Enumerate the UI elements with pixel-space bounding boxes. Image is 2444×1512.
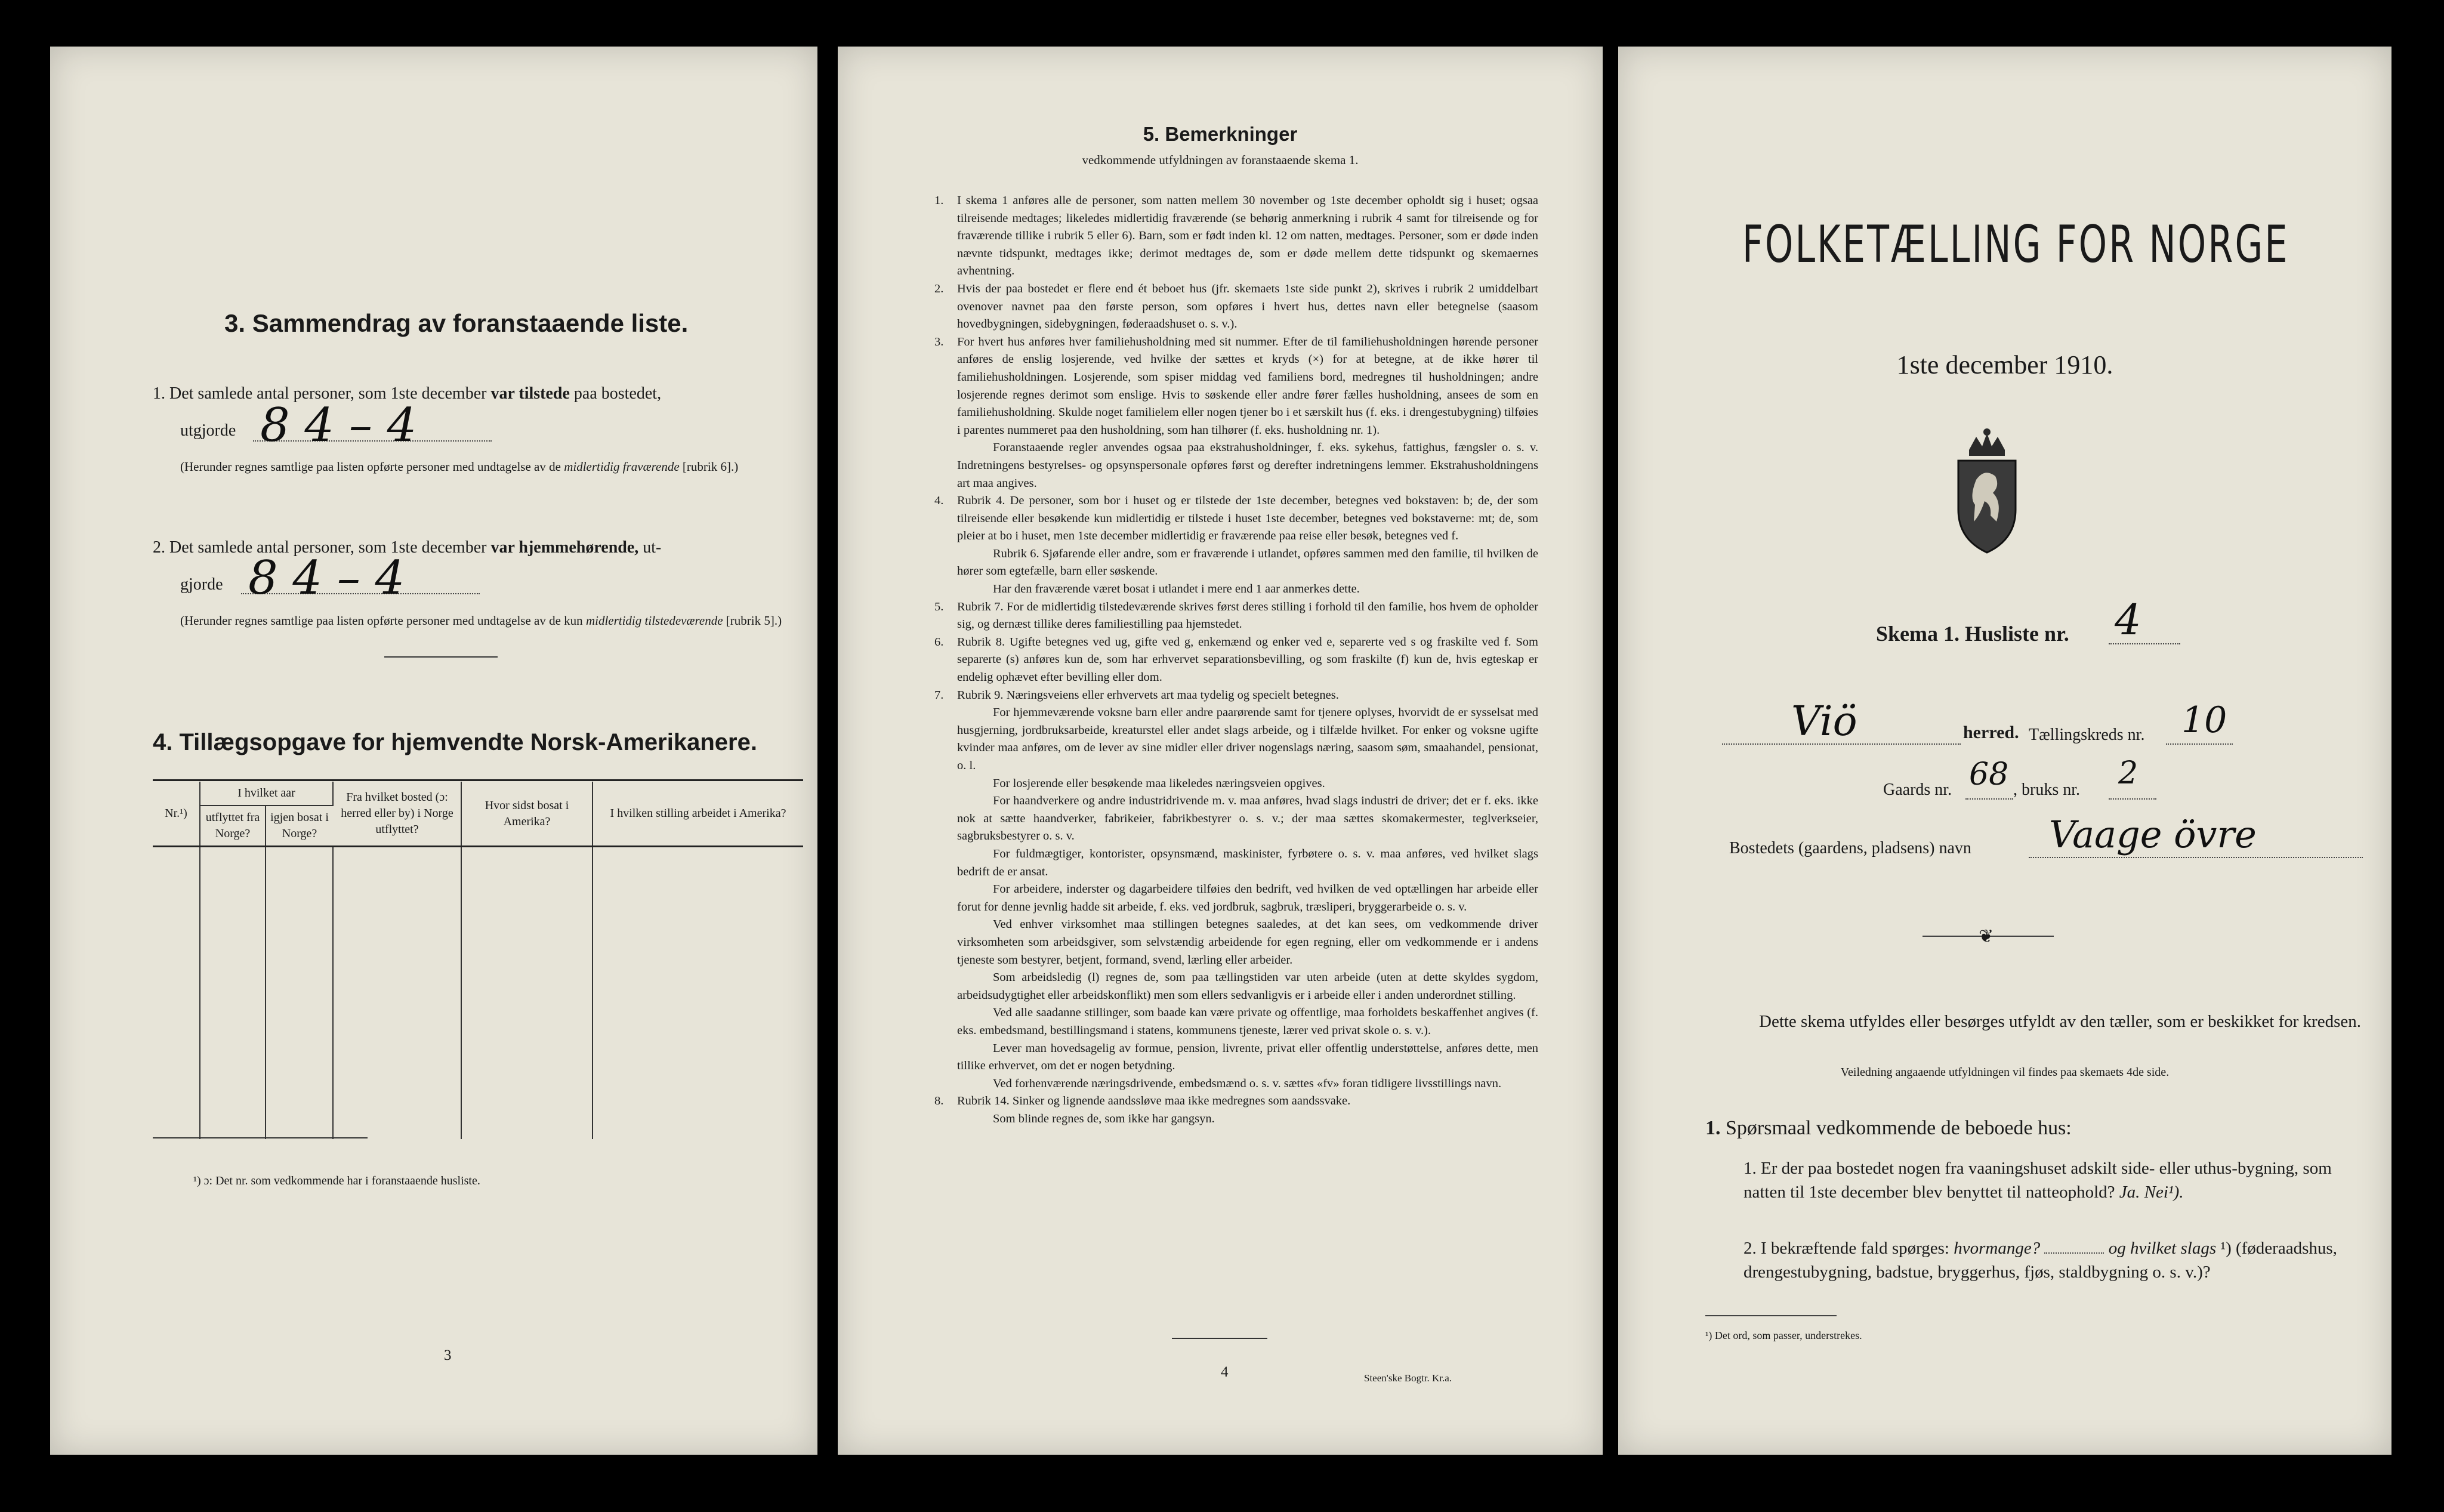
norwegian-lion-coat-of-arms-icon	[1945, 426, 2029, 557]
bosted-handwriting: Vaage övre	[2049, 813, 2257, 856]
remark-8b: Som blinde regnes de, som ikke har gangsyn.	[993, 1112, 1215, 1125]
remark-4b: Rubrik 6. Sjøfarende eller andre, som er fraværende i utlandet, opføres sammen med den familie, til hvilken de hører som egtefælle, barn eller søskende.	[957, 547, 1538, 578]
bosted-line	[2029, 857, 2363, 858]
remark-7j: Ved forhenværende næringsdrivende, embedsmænd o. s. v. sættes «fv» foran tidligere livsstillings navn.	[993, 1076, 1502, 1090]
gaards-handwriting: 68	[1969, 757, 2009, 792]
kreds-line	[2166, 743, 2233, 745]
table-row	[153, 1114, 803, 1139]
col-utflyttet: utflyttet fra Norge?	[200, 806, 266, 847]
remark-1: 1. I skema 1 anføres alle de personer, som natten mellem 30 november og 1ste december opholdt sig i huset; ogsaa tilreisende medtages; likeledes midlertidig fraværende (se behørig anmerkning i rubrik 4 samt for tilreisende og for fraværende tillike i rubrik 5 eller 6). Barn, som er født inden kl. 12 om natten, medtages. Personer, som er døde inden nævnte tidspunkt, medtages ikke; derimot medtages de, som er døde mellem dette tidspunkt og skemaernes avhentning.	[934, 194, 1538, 278]
herred-handwriting: Viö	[1791, 698, 1857, 745]
page1-footnote: ¹) Det ord, som passer, understrekes.	[1705, 1329, 1862, 1341]
page-4	[838, 47, 1603, 1455]
table-row	[153, 849, 803, 893]
table-row	[153, 1026, 803, 1070]
col-nr: Nr.¹)	[153, 782, 200, 847]
remark-8: 8. Rubrik 14. Sinker og lignende aandssløve maa ikke medregnes som aandssvake.	[934, 1094, 1351, 1108]
remark-7i: Lever man hovedsagelig av formue, pension, livrente, privat eller offentlig understøttelse, anføres dette, men tillike erhvervet, om det er nogen betydning.	[957, 1041, 1538, 1073]
utgjorde-label-2: gjorde	[180, 575, 223, 594]
remark-2: 2. Hvis der paa bostedet er flere end ét beboet hus (jfr. skemaets 1ste side punkt 2), skrives i rubrik 2 umiddelbart ovenover navnet paa den første person, som opføres i hvert hus, dettes navn eller betegnelse (saasom hovedbygningen, sidebygningen, føderaadshuset o. s. v.).	[934, 282, 1538, 331]
table-row	[153, 1070, 803, 1114]
col-fra-bosted: Fra hvilket bosted (ɔ: herred eller by) i Norge utflyttet?	[333, 782, 461, 847]
divider	[1172, 1338, 1267, 1339]
page-number-3: 3	[444, 1347, 452, 1363]
remark-7c: For haandverkere og andre industridrivende m. v. maa anføres, hvad slags industri de driver; det er f. eks. ikke nok at sætte haandverker, fabrikeier, fabrikbestyrer o. s. v.; der maa sættes skomakermester, teglverkseier, sagbruksbestyrer o. s. v.	[957, 794, 1538, 843]
husliste-nr-handwriting: 4	[2115, 595, 2141, 644]
bruks-handwriting: 2	[2118, 755, 2138, 791]
veiledning-note: Veiledning angaaende utfyldningen vil findes paa skemaets 4de side.	[1840, 1066, 2170, 1079]
question-1-answer: Ja. Nei¹).	[2119, 1183, 2184, 1202]
page-number-4: 4	[1221, 1364, 1229, 1380]
remark-6: 6. Rubrik 8. Ugifte betegnes ved ug, gifte ved g, enkemænd og enker ved e, separerte ved s og fraskilte ved f. Som separerte (s) anføres kun de, som har erhvervet separationsbevilling, og som fraskilte (f) kun de, hvis egteskap er endelig ophævet efter bevilling eller dom.	[934, 635, 1538, 684]
question-2: 2. I bekræftende fald spørges: hvormange? og hvilket slags ¹) (føderaadshus, drengestubygning, badstue, bryggerhus, fjøs, staldbygning o. s. v.)?	[1743, 1239, 2337, 1282]
resident-count-handwriting: 8 4 – 4	[248, 551, 405, 605]
footnote-rule	[153, 1137, 368, 1138]
remarks-body	[934, 192, 1538, 1128]
remark-7h: Ved alle saadanne stillinger, som baade kan være private og offentlige, maa forholdets beskaffenhet angives (f. eks. embedsmand, bestillingsmand i statens, kommunens tjeneste, lærer ved privat skole o. s. v.).	[957, 1006, 1538, 1037]
skema-label: Skema 1. Husliste nr.	[1876, 622, 2069, 646]
remarks-title: 5. Bemerkninger	[1143, 123, 1298, 145]
summary-note-1: (Herunder regnes samtlige paa listen opførte personer med undtagelse av de midlertidig fraværende [rubrik 6].)	[180, 459, 739, 474]
remark-3b: Foranstaaende regler anvendes ogsaa paa ekstrahusholdninger, f. eks. sykehus, fattighus, fængsler o. s. v. Indretningens bestyrelses- og opsynspersonale opføres først og derefter indretningens lemmer. Ekstrahusholdningens art maa angives.	[957, 441, 1538, 490]
skema-info: Dette skema utfyldes eller besørges utfyldt av den tæller, som er beskikket for kredsen.	[1759, 1012, 2361, 1031]
herred-label: herred.	[1963, 723, 2019, 742]
kreds-label: Tællingskreds nr.	[2029, 726, 2145, 744]
census-date: 1ste december 1910.	[1896, 350, 2113, 379]
table-row	[153, 893, 803, 937]
question-1: 1. Er der paa bostedet nogen fra vaaningshuset adskilt side- eller uthus-bygning, som natten til 1ste december blev benyttet til natteophold? Ja. Nei¹).	[1743, 1159, 2332, 1202]
col-group-year: I hvilket aar	[200, 782, 333, 806]
gaards-line	[1965, 798, 2013, 800]
section-4-title: 4. Tillægsopgave for hjemvendte Norsk-Amerikanere.	[153, 729, 757, 755]
remark-7: 7. Rubrik 9. Næringsveiens eller erhvervets art maa tydelig og specielt betegnes.	[934, 688, 1339, 702]
remark-7a: For hjemmeværende voksne barn eller andre paarørende samt for tjenere oplyses, hvorvidt de er sysselsat med husgjerning, jordbruksarbeide, kreaturstel eller andet slags arbeide, og i tilfælde hvilket. For enker og voksne ugifte kvinder maa anføres, om de lever av sine midler eller driver nogenslags næring, saasom søm, smaahandel, pensionat, o. l.	[957, 706, 1538, 772]
col-igjen-bosat: igjen bosat i Norge?	[270, 811, 329, 840]
table-rule-top	[153, 779, 803, 781]
bruks-label: , bruks nr.	[2013, 780, 2080, 799]
remark-7g: Som arbeidsledig (l) regnes de, som paa tællingstiden var uten arbeide (uten at dette skyldes sygdom, arbeidsudygtighet eller arbeidskonflikt) men som ellers sedvanligvis er i arbeide eller i anden underordnet stilling.	[957, 971, 1538, 1002]
gaards-label: Gaards nr.	[1883, 780, 1952, 799]
remark-4c: Har den fraværende været bosat i utlandet i mere end 1 aar anmerkes dette.	[993, 582, 1360, 596]
remark-5: 5. Rubrik 7. For de midlertidig tilstedeværende skrives først deres stilling i forhold til den familie, hos hvem de opholder sig, og dernæst tillike deres familiestilling paa hjemstedet.	[934, 600, 1538, 631]
remark-7f: Ved enhver virksomhet maa stillingen betegnes saaledes, at det kan sees, om vedkommende driver virksomheten som arbeidsgiver, som selvstændig arbeidende for egen regning, eller om vedkommende er i andens tjeneste som bestyrer, betjent, formand, svend, lærling eller arbeider.	[957, 918, 1538, 967]
remark-7e: For arbeidere, inderster og dagarbeidere tilføies den bedrift, ved hvilken de ved optællingen har arbeide eller forut for denne jevnlig hadde sit arbeide, f. eks. ved jordbruk, sagbruk, træsliperi, bryggerarbeide o. s. v.	[957, 882, 1538, 914]
census-title: FOLKETÆLLING FOR NORGE	[1742, 215, 2289, 274]
remark-7d: For fuldmægtiger, kontorister, opsynsmænd, maskinister, fyrbøtere o. s. v. maa anføres, ved hvilket slags bedrift de er ansat.	[957, 847, 1538, 878]
section-3-title: 3. Sammendrag av foranstaaende liste.	[224, 309, 689, 337]
page-1	[1618, 47, 2391, 1455]
ornament-glyph: ❦	[1979, 927, 1994, 946]
col-hvor-bosat: Hvor sidst bosat i Amerika?	[461, 782, 593, 847]
page-3	[50, 47, 817, 1455]
remark-7b: For losjerende eller besøkende maa likeledes næringsveien opgives.	[993, 776, 1325, 790]
remark-4: 4. Rubrik 4. De personer, som bor i huset og er tilstede der 1ste december, betegnes ved bokstaven: b; de, der som tilreisende eller besøkende kun midlertidig er tilstede i huset 1ste december, betegnes ved bokstaverne: mt; de, som pleier at bo i huset, men 1ste december midlertidig er fraværende paa reise eller besøk, betegnes ved f.	[934, 494, 1538, 543]
table-row	[153, 937, 803, 982]
printer-mark: Steen'ske Bogtr. Kr.a.	[1364, 1372, 1452, 1384]
question-section: 1. Spørsmaal vedkommende de beboede hus:	[1705, 1117, 2072, 1139]
divider	[384, 656, 498, 658]
remark-3: 3. For hvert hus anføres hver familiehusholdning med sit nummer. Efter de til familiehusholdningen hørende personer anføres de enslig losjerende, ved hvilke der sættes et kryds (×) for at betegne, at de ikke hører til familiehusholdningen. Losjerende, som spiser middag ved familiens bord, medregnes til husholdningen; andre losjerende regnes derimot som enslige. Hvis to søskende eller andre fører fælles husholdning, ansees de som en familiehusholdning. Skulde noget familielem eller nogen tjener bo i et særskilt hus (f. eks. i drengestubygning) tilføies i parentes nummeret paa den husholdning, som han tilhører (f. eks. husholdning nr. 1).	[934, 335, 1538, 437]
table-row	[153, 982, 803, 1026]
bosted-label: Bostedets (gaardens, pladsens) navn	[1729, 839, 1971, 857]
utgjorde-label-1: utgjorde	[180, 421, 236, 440]
summary-item-1: 1. Det samlede antal personer, som 1ste december var tilstede paa bostedet,	[153, 384, 662, 403]
table-footnote: ¹) ɔ: Det nr. som vedkommende har i foranstaaende husliste.	[193, 1174, 480, 1187]
bruks-line	[2109, 798, 2156, 800]
present-count-handwriting: 8 4 – 4	[260, 399, 417, 452]
summary-note-2: (Herunder regnes samtlige paa listen opførte personer med undtagelse av de kun midlertidig tilstedeværende [rubrik 5].)	[180, 613, 782, 628]
col-stilling: I hvilken stilling arbeidet i Amerika?	[610, 807, 786, 820]
summary-item-2: 2. Det samlede antal personer, som 1ste december var hjemmehørende, ut-	[153, 538, 662, 557]
footnote-rule	[1705, 1315, 1837, 1316]
remarks-subtitle: vedkommende utfyldningen av foranstaaende skema 1.	[1082, 153, 1359, 167]
norsk-amerikanere-table	[153, 782, 803, 1139]
kreds-handwriting: 10	[2181, 699, 2227, 741]
